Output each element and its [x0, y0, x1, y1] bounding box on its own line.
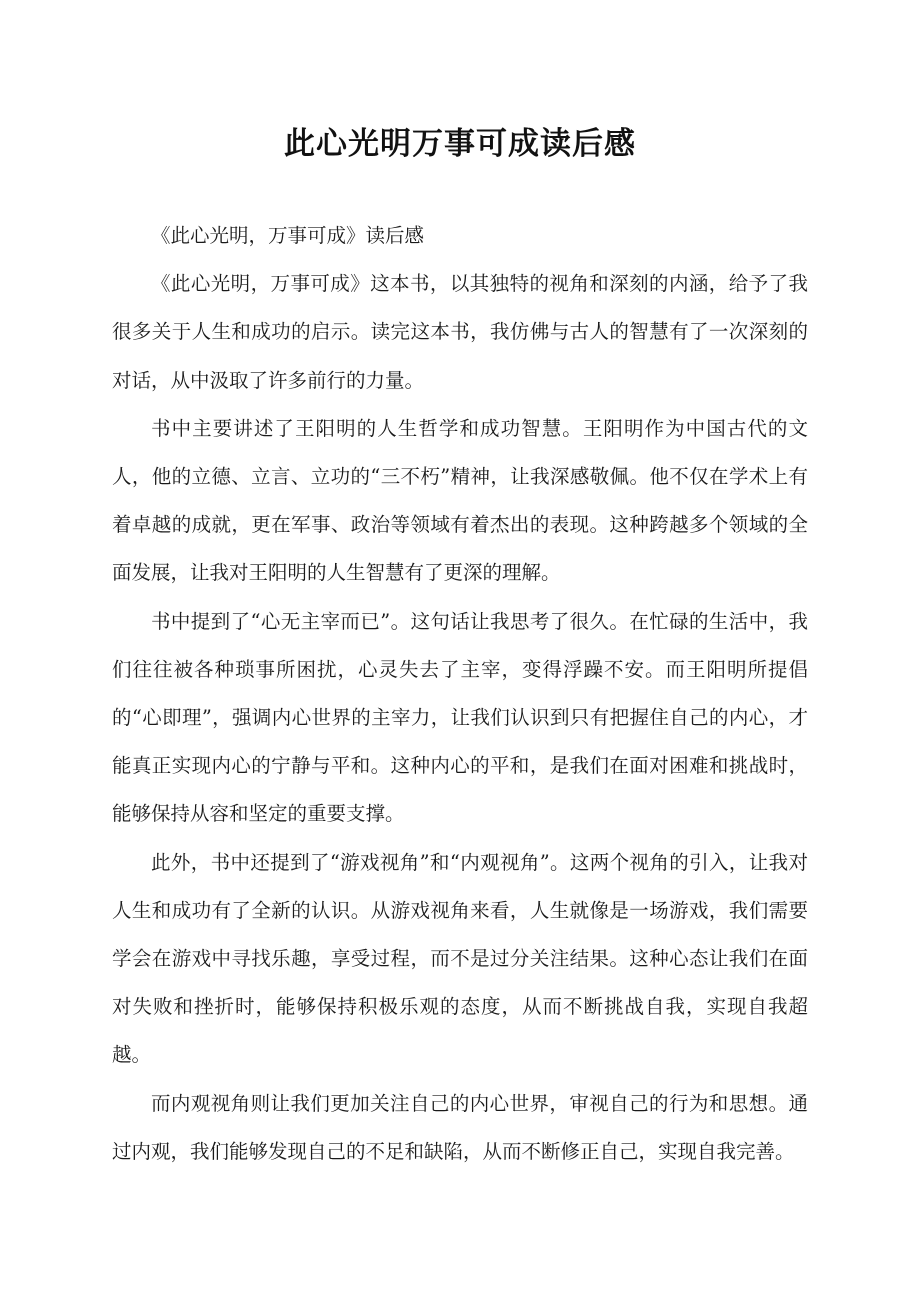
document-body [112, 212, 808, 1176]
paragraph-4: 此外，书中还提到了“游戏视角”和“内观视角”。这两个视角的引入，让我对人生和成功有了全新的认识。从游戏视角来看，人生就像是一场游戏，我们需要学会在游戏中寻找乐趣，享受过程，而不是过分关注结果。这种心态让我们在面对失败和挫折时，能够保持积极乐观的态度，从而不断挑战自我，实现自我超越。 [112, 850, 808, 1067]
paragraph-2: 书中主要讲述了王阳明的人生哲学和成功智慧。王阳明作为中国古代的文人，他的立德、立言、立功的“三不朽”精神，让我深感敬佩。他不仅在学术上有着卓越的成就，更在军事、政治等领域有着杰出的表现。这种跨越多个领域的全面发展，让我对王阳明的人生智慧有了更深的理解。 [112, 416, 808, 585]
paragraph-1: 《此心光明，万事可成》这本书，以其独特的视角和深刻的内涵，给予了我很多关于人生和成功的启示。读完这本书，我仿佛与古人的智慧有了一次深刻的对话，从中汲取了许多前行的力量。 [112, 272, 808, 392]
paragraph-subtitle: 《此心光明，万事可成》读后感 [151, 224, 425, 247]
paragraph-5: 而内观视角则让我们更加关注自己的内心世界，审视自己的行为和思想。通过内观，我们能够发现自己的不足和缺陷，从而不断修正自己，实现自我完善。 [112, 1091, 808, 1163]
document-title: 此心光明万事可成读后感 [284, 126, 636, 162]
paragraph-3: 书中提到了“心无主宰而已”。这句话让我思考了很久。在忙碌的生活中，我们往往被各种琐事所困扰，心灵失去了主宰，变得浮躁不安。而王阳明所提倡的“心即理”，强调内心世界的主宰力，让我们认识到只有把握住自己的内心，才能真正实现内心的宁静与平和。这种内心的平和，是我们在面对困难和挑战时，能够保持从容和坚定的重要支撑。 [112, 609, 808, 826]
